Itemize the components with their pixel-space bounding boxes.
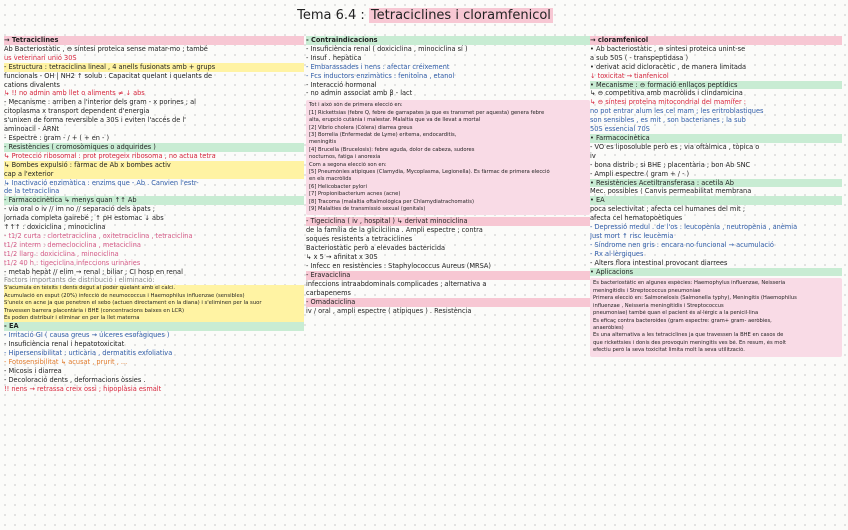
column-contraindicacions — [306, 36, 590, 315]
note-line: us veterinari unió 30S — [4, 53, 77, 62]
note-line: - Irritació GI ( causa greus → úlceres esofàgiques ) — [4, 331, 170, 340]
note-line: ↳ Inactivació enzimàtica : enzims que - Ab . Canvien l'estr- — [4, 178, 199, 187]
note-line: - EA — [4, 322, 304, 331]
note-line: - t1/2 curta : clortetraciclina , oxitetraciclina , tetraciclina — [4, 231, 193, 240]
note-line: • Aplicacions — [590, 268, 842, 277]
box-line: pneumoniae) també quan el pacient és al·lèrgic a la penicil·lina — [593, 310, 759, 317]
note-line: - VO es liposoluble però es ; via oftàlmica , tòpica o — [590, 142, 760, 151]
note-line: a sub 50S ( - transpeptidasa ) — [590, 53, 689, 62]
note-line: afecta cel hematopoètiques — [590, 214, 683, 223]
note-line: - metab hepàt // elim → renal ; biliar ; CI hosp en renal — [4, 267, 183, 276]
note-line: - Rx al·lèrgiques — [590, 249, 644, 258]
box-line: [7] Propionibacterium acnes (acne) — [309, 191, 401, 198]
note-line: - Depressió medul . de l'os : leucopènia , neutropènia , anèmia — [590, 223, 798, 232]
box-line: [8] Tracoma (malaltia oftalmològica per Chlamydiatrachomatis) — [309, 198, 474, 205]
note-line: Travessen barrera placentària i BHE (concentracions baixes en LCR) — [4, 308, 304, 315]
note-line: infeccions intraabdominals complicades ; alternativa a — [306, 279, 487, 288]
note-line: citoplasma x transport dependent d'energia — [4, 107, 150, 116]
box-line: Tot i això són de primera elecció en: — [309, 102, 403, 109]
box-line: [5] Pneumònies atípiques (Clamydia, Mycoplasma, Legionella). Es fàrmac de primera elecció — [309, 169, 550, 175]
note-line: jornada completa gairebé ; ↑ pH estomac ↓ abs — [4, 214, 164, 223]
note-line: - Embarassades i nens : afectar créixement — [306, 62, 450, 71]
box-line: És una alternativa a les tetraciclines ja que travessen la BHE en casos de — [593, 332, 784, 339]
note-line: - Insuficiència renal ( doxiciclina , minociclina sí ) — [306, 44, 468, 53]
note-line: - bona distrib ; si BHE ; placentària ; bon Ab SNC — [590, 160, 751, 169]
note-line: cap a l'exterior — [4, 170, 304, 179]
note-line: - Decoloració dents , deformacions òssies . — [4, 375, 146, 384]
note-line: - no admin associat amb β - lact — [306, 89, 413, 98]
note-line: t1/2 llarg : doxiciclina , minociclina — [4, 249, 119, 258]
note-line: - Insuficiència renal i hepatotoxicitat — [4, 340, 125, 349]
note-line: • Ab bacteriostàtic , ⊖ síntesi proteica unint-se — [590, 44, 746, 53]
note-line: - via oral o iv // im no // separació dels àpats ; — [4, 205, 156, 214]
note-line: - Infecc en resistències : Staphylococcus Aureus (MRSA) — [306, 261, 491, 270]
note-line: no pot entrar alum les cel mam ; les eritroblastiques — [590, 107, 764, 116]
note-line: - Contraindicacions — [306, 36, 590, 45]
note-line: 50S essencial 70S — [590, 125, 650, 134]
title-highlight: Tetraciclines i cloramfenicol — [370, 8, 551, 23]
box-line: influenzae , Neisseria meningitidis i Streptococcus — [593, 302, 724, 309]
box-line: en els macròlids — [309, 176, 352, 183]
note-line: - Omadaciclina — [306, 298, 590, 307]
note-line: de la família de la glicilcilina . Ampli espectre ; contra — [306, 226, 483, 235]
box-line: [2] Vibrio cholera (Còlera) diarrea greus — [309, 124, 413, 131]
note-line: poca selectivitat ; afecta cel humanes del mit ; — [590, 205, 746, 214]
note-line: de la tetraciclina — [4, 187, 60, 196]
note-line: t1/2 40 h : tigeciclina infeccions urinàries — [4, 258, 141, 267]
note-line: → Tetraciclines — [4, 36, 304, 45]
note-line: - Hipersensibilitat : urticària , dermatitis exfoliativa — [4, 349, 173, 358]
note-line: s'unixen de forma reversible a 30S i eviten l'accés de l' — [4, 116, 186, 125]
note-line: Es poden distribuir i eliminar en per la llet materna — [4, 315, 304, 322]
note-line: ↳ Protecció ribosomal : prot protegeix ribosoma , no actua tetra — [4, 151, 216, 160]
box-line: [1] Rickettsias (febre Q, febre de garrapates ja que es transmet per aquesta) genera febre — [309, 109, 545, 116]
note-line: Mec. possibles ⟨ Canvis permeabilitat membrana — [590, 187, 752, 196]
note-line: - Tigeciclina ( iv , hospital ) ↳ derivat minociclina — [306, 217, 590, 226]
note-line: son sensibles , es mit , son bacterianes ; la sub — [590, 116, 746, 125]
note-line: Acumulació en esput (20%) infecció de neumococcus i Haemophilus influenzae (sensibles) — [4, 293, 304, 300]
note-line: - Mecanisme : arriben a l'interior dels gram - x porines ; al — [4, 98, 196, 107]
box-line: efectiu però la seva toxicitat limita molt la seva utilització. — [593, 347, 745, 354]
note-line: Ab Bacteriostàtic , ⊖ síntesi proteica sense matar-mo ; també — [4, 44, 208, 53]
note-line: S'uneix en acne ja que penetren el sebo (actuen directament en la diana) i s'eliminen per la suor — [4, 300, 304, 307]
note-line: - Ampli espectre ( gram + / - ) — [590, 169, 690, 178]
box-line: [6] Helicobacter pylori — [309, 183, 367, 190]
note-line: aminoacil - ARNt — [4, 125, 60, 134]
column-tetraciclines — [4, 36, 304, 394]
note-line: • Mecanisme : ⊖ formació enllaços peptídics — [590, 81, 842, 90]
box-line: [4] Brucella (Brucelosis): febre aguda, dolor de cabeza, sudores — [309, 146, 475, 153]
page-title — [245, 8, 605, 23]
box-line: [3] Borrelia (Enfermedat de Lyme) eritema, endocarditis, — [309, 131, 457, 138]
note-line: Factors importants de distribució i eliminació: — [4, 276, 155, 285]
first-choice-box — [306, 100, 590, 215]
note-line: - Fotosensibilitat ↳ acusat , prurit , ... — [4, 358, 128, 367]
box-line: alta, erupció cutània i malestar. Malaltia que va de llevat a mortal — [309, 117, 481, 124]
note-line: cations divalents — [4, 80, 60, 89]
box-line: nocturnos, fatiga i anorexia — [309, 154, 381, 161]
note-line: S'acumula en teixits i dents degut al poder quelant amb el calci. — [4, 285, 304, 292]
box-line: És bacteriostàtic en algunes espècies: Haemophylus influenzae, Neisseria — [593, 280, 786, 287]
note-line: Just mort ↑ risc leucèmia — [590, 231, 674, 240]
note-line: • Resistències Acetiltransferasa : acetila Ab — [590, 179, 842, 188]
note-line: ↑↑↑ : doxiciclina , minociclina — [4, 223, 106, 232]
note-line: ↓ toxicitat → tianfenicol — [590, 71, 669, 80]
note-line: Bacteriostàtic però a elevades bactericida — [306, 244, 446, 253]
note-line: - Interacció hormonal — [306, 80, 377, 89]
box-line: Com a segona elecció son en: — [309, 161, 387, 168]
box-line: Primera elecció en: Salmonelosis (Salmonella typhy), Meningitis (Haemophilus — [593, 295, 797, 302]
applications-box — [590, 278, 842, 356]
note-line: - Eravaciclina — [306, 271, 590, 280]
box-line: És eficaç contra bacteroides (gram espectre: gram+ gram- aeròbies, — [593, 317, 772, 324]
note-line: !! nens → retrassa creix ossi ; hipoplàsia esmalt — [4, 384, 162, 393]
box-line: anaeròbies) — [593, 324, 624, 331]
note-line: carbapenems — [306, 288, 351, 297]
note-line: • Farmacocinètica — [590, 134, 842, 143]
note-line: - Micosis i diarrea — [4, 366, 62, 375]
note-line: - Espectre : gram - / + ( + en - ) — [4, 133, 110, 142]
note-line: t1/2 interm : demeclociclina , metaciclina — [4, 240, 141, 249]
note-line: - Fcs inductors enzimàtics : fenitoïna , etanol — [306, 71, 455, 80]
note-line: - Insuf . hepàtica — [306, 53, 362, 62]
box-line: que rickettsies i donis des provoquin meningitis ves bé. En resum, és molt — [593, 339, 787, 346]
note-line: ↳ x 5 → afinitat x 30S — [306, 253, 378, 262]
box-line: [9] Malalties de transmissió sexual (genitals) — [309, 206, 426, 213]
note-line: funcionals - OH | NH2 ↑ solub . Capacitat quelant i quelants de — [4, 71, 213, 80]
note-line: iv — [590, 151, 596, 160]
note-line: - Resistències ( cromosòmiques o adquirides ) — [4, 143, 304, 152]
note-line: ↳ ⊖ competitiva amb macròlids i clindamicina — [590, 89, 743, 98]
box-line: meningitis — [309, 139, 337, 146]
note-line: - Alters flora intestinal provocant diarrees — [590, 258, 728, 267]
note-line: ↳ Bombes expulsió : fàrmac de Ab x bombes activ — [4, 161, 304, 170]
column-cloramfenicol — [590, 36, 842, 359]
note-line: ↳ !! no admin amb llet o aliments ≠ ↓ abs — [4, 89, 145, 98]
note-line: • EA — [590, 196, 842, 205]
note-line: • derivat acid dicloracètic , de manera limitada — [590, 62, 747, 71]
note-line: - Síndrome nen gris : encara no funcional → acumulació — [590, 240, 774, 249]
note-line: iv / oral , ampli espectre ( atípiques ) . Resistència — [306, 306, 472, 315]
box-line: meningitidis i Streptococcus pneumoniae — [593, 287, 701, 294]
note-line: → cloramfenicol — [590, 36, 842, 45]
note-line: ↳ ⊖ síntesi proteïna mitocondrial del mamífer : — [590, 98, 746, 107]
note-line: - Farmacocinètica ↳ menys quan ↑↑ Ab — [4, 196, 304, 205]
note-line: soques resistents a tetraciclines — [306, 235, 413, 244]
title-prefix: Tema 6.4 : — [297, 8, 365, 23]
note-line: - Estructura : tetraciclina lineal , 4 anells fusionats amb + grups — [4, 63, 304, 72]
